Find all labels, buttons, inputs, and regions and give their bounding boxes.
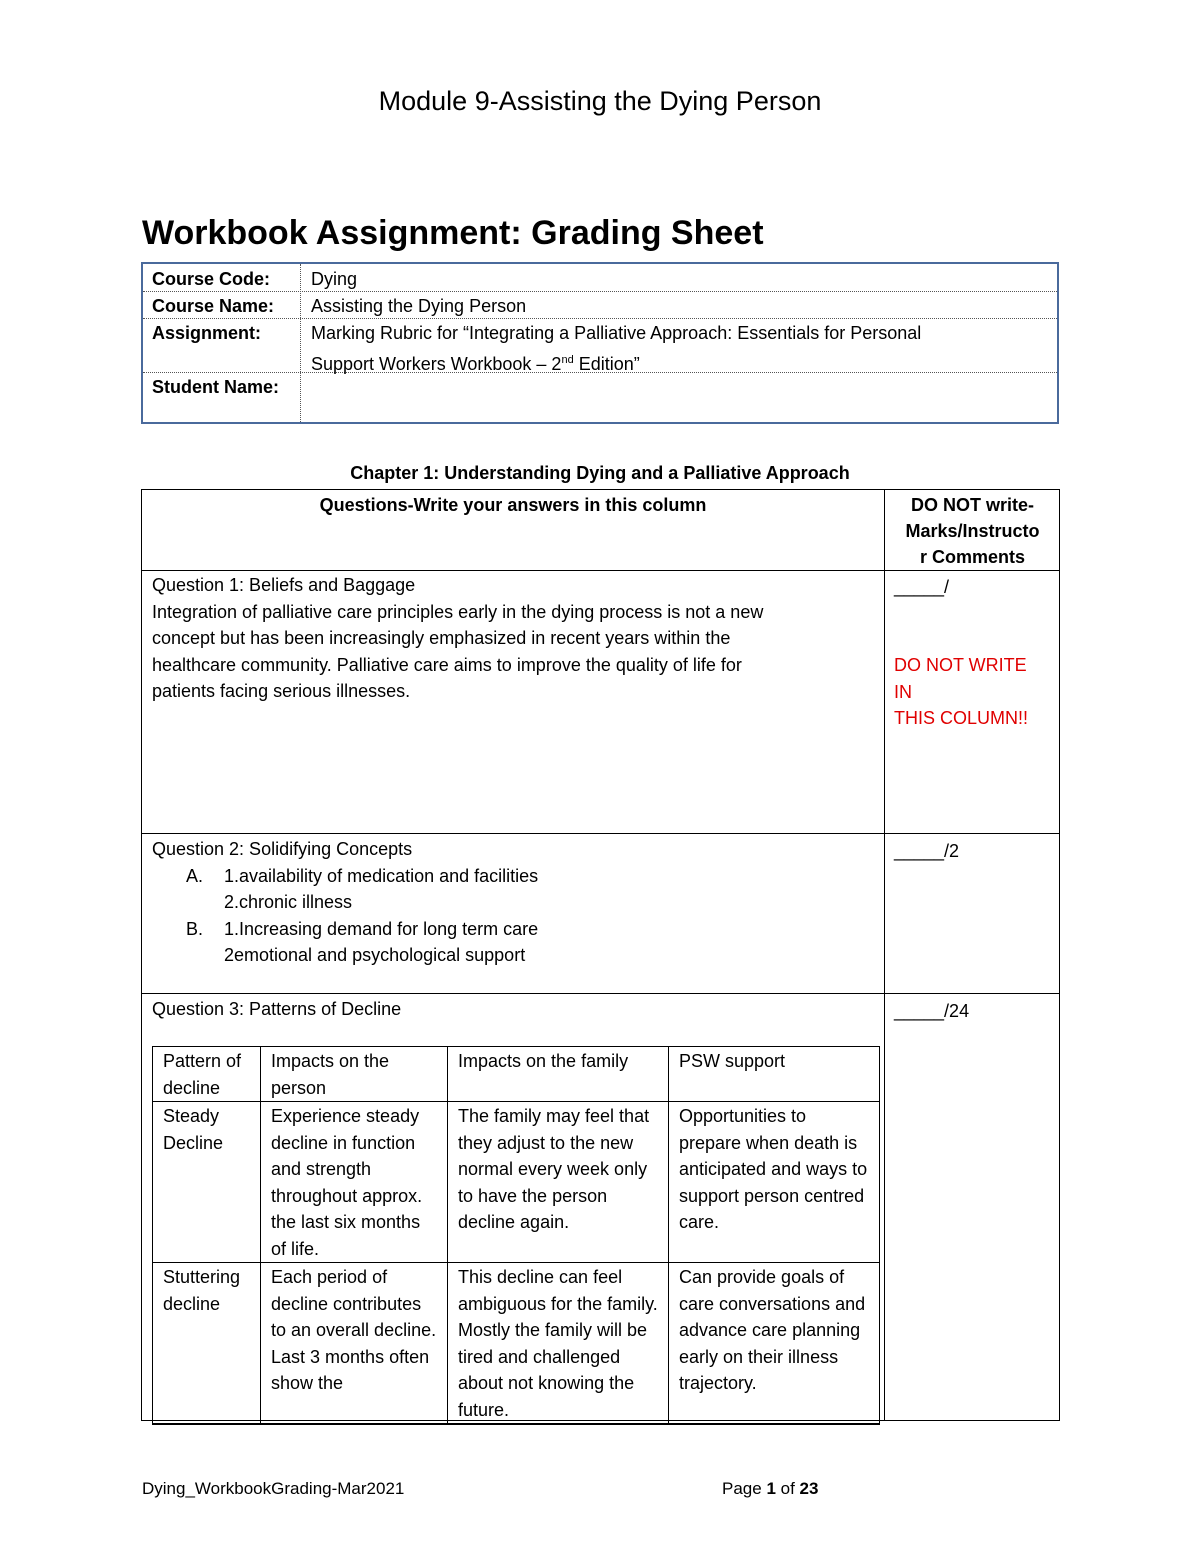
question-2 [152,836,877,969]
assignment-value [311,320,1047,378]
do-not-write-warning: DO NOT WRITE IN THIS COLUMN!! [894,655,1029,728]
footer-doc-id: Dying_WorkbookGrading-Mar2021 [142,1479,405,1498]
question-1-answer[interactable]: Integration of palliative care principles early in the dying process is not a new concept but has been increasingly emphasized in recent years within the healthcare community. Palliative care aims to improve the quality of life for patients facing serious illnesses. [152,601,764,701]
student-name-row [143,372,1057,424]
questions-column-header: Questions-Write your answers in this column [319,495,707,515]
course-code-value: Dying [311,269,358,289]
pattern-cell: Stuttering decline [153,1263,261,1425]
grading-table [141,489,1060,1421]
footer-page-number: Page 1 of 23 [722,1479,819,1498]
answer-a: A. 1.availability of medication and facilities 2.chronic illness [186,865,539,912]
question-3-mark: _____/24 [894,1001,970,1021]
course-name-label: Course Name: [152,296,275,316]
person-cell[interactable]: Each period of decline contributes to an overall decline. Last 3 months often show the [261,1263,448,1425]
inner-table-header [153,1047,880,1102]
question-2-title: Question 2: Solidifying Concepts [152,839,413,859]
module-title: Module 9-Assisting the Dying Person [378,86,822,116]
assignment-line-1: Marking Rubric for “Integrating a Palliative Approach: Essentials for Personal [311,323,922,343]
assignment-row [143,318,1057,373]
assignment-label: Assignment: [152,323,262,343]
question-3-title: Question 3: Patterns of Decline [152,999,402,1019]
chapter-title: Chapter 1: Understanding Dying and a Palliative Approach [350,463,850,483]
table-row [153,1102,880,1263]
table-row [153,1263,880,1425]
column-divider [884,490,885,1420]
header-pattern: Pattern of decline [153,1047,261,1102]
pattern-cell: Steady Decline [153,1102,261,1263]
person-cell[interactable]: Experience steady decline in function and strength throughout approx. the last six months of life. [261,1102,448,1263]
header-person: Impacts on the person [261,1047,448,1102]
family-cell[interactable]: This decline can feel ambiguous for the family. Mostly the family will be tired and challenged about not knowing the future. [448,1263,669,1425]
course-info-table [141,262,1059,424]
course-name-value: Assisting the Dying Person [311,296,527,316]
marks-column-header: DO NOT write- Marks/Instructo r Comments [905,495,1040,567]
course-name-row [143,291,1057,319]
page-title: Workbook Assignment: Grading Sheet [142,214,764,252]
row-divider [142,833,1059,834]
question-1-mark: _____/ [894,577,950,597]
answer-b: B. 1.Increasing demand for long term care 2emotional and psychological support [186,918,539,965]
header-family: Impacts on the family [448,1047,669,1102]
question-2-mark: _____/2 [894,841,960,861]
student-name-label: Student Name: [152,377,280,397]
assignment-line-2: Support Workers Workbook – 2nd Edition” [311,354,640,374]
row-divider [142,570,1059,571]
psw-cell[interactable]: Can provide goals of care conversations and advance care planning early on their illness trajectory. [669,1263,880,1425]
header-psw: PSW support [669,1047,880,1102]
question-1-title: Question 1: Beliefs and Baggage [152,575,416,595]
question-1 [152,572,877,705]
family-cell[interactable]: The family may feel that they adjust to the new normal every week only to have the person decline again. [448,1102,669,1263]
course-code-label: Course Code: [152,269,271,289]
patterns-of-decline-table [152,1046,880,1420]
course-code-row [143,264,1057,292]
psw-cell[interactable]: Opportunities to prepare when death is anticipated and ways to support person centred care. [669,1102,880,1263]
row-divider [142,993,1059,994]
question-2-answer[interactable] [152,863,877,969]
